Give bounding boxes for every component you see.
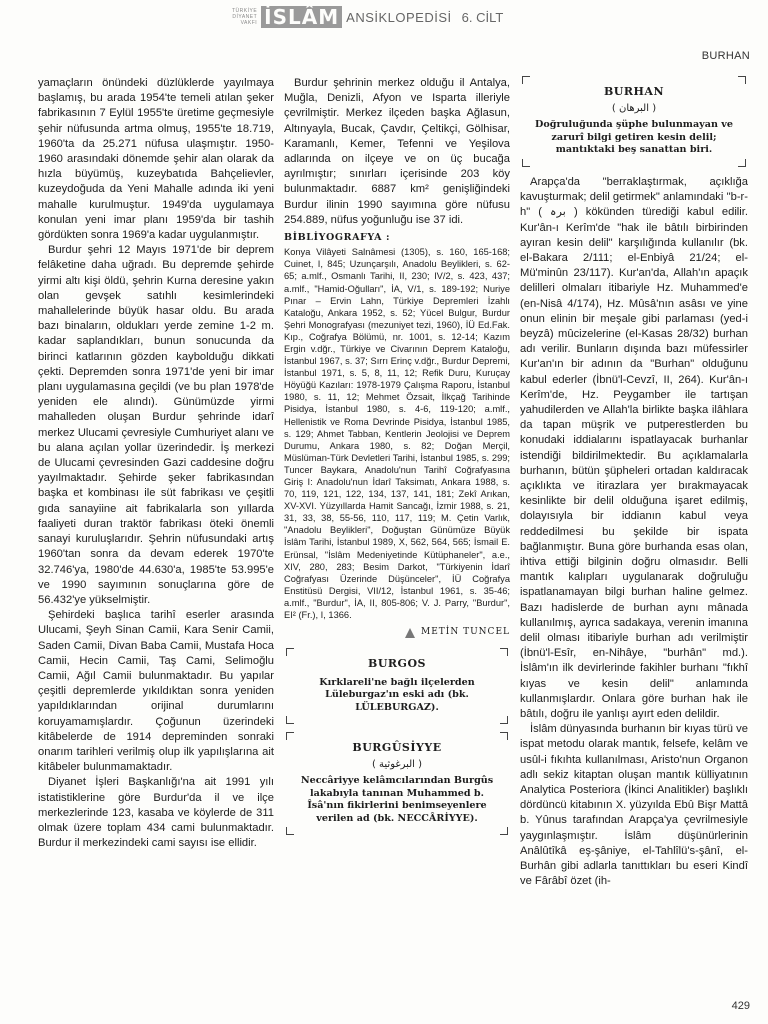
article-author: [284, 625, 510, 640]
publisher-line-3: VAKFI: [240, 20, 258, 26]
encyclopedia-title: ANSİKLOPEDİSİ: [346, 9, 452, 25]
entry-title: BURGOS: [368, 657, 426, 671]
entry-description: Neccâriyye kelâmcılarından Burgûs lakabıyla tanınan Muhammed b. Îsâ'nın fikirlerini benimseyenlere verilen ad (bk. NECCÂRİYYE).: [300, 775, 494, 824]
volume-label: 6. CİLT: [461, 9, 504, 25]
page-header: [232, 6, 503, 28]
entry-description: Doğruluğunda şüphe bulunmayan ve zarurî bilgi getiren kesin delil; mantıktaki beş sanattan biri.: [535, 119, 733, 156]
bibliography-heading: BİBLİYOGRAFYA :: [284, 232, 391, 244]
page-number: 429: [731, 1000, 750, 1012]
entry-box-burgos: [286, 648, 508, 724]
triangle-icon: [405, 628, 415, 638]
entry-arabic-title: ( البرغوثية ): [371, 759, 423, 771]
entry-title: BURHAN: [603, 85, 664, 98]
column-1: [38, 76, 274, 851]
paragraph: Burdur şehri 12 Mayıs 1971'de bir deprem felâketine daha uğradı. Bu depremde şehirde yirmi altı kişi öldü, şehrin Kurna deresine yakın olan gevşek satıhlı kesimlerindeki mahallelerinde büyük hasar oldu. Bu arada bazı binaların, oldukları yerde zemine 1-2 m. kadar saplandıkları, bunun sonucunda da birinci katlarının gözden kaybolduğu dikkati çekti. Depremden sonra 1971'de yeni bir imar planı uygulamasına geçildi (ve bu plan 1978'de yeniden ele alındı). Günümüzde yirmi mahalleden oluşan Burdur şehrinde idarî merkez Ulucami çevresiyle Cumhuriyet alanı ve bu alana açılan yollar üzerindedir. İş merkezi de Ulucami çevresinden Gazi caddesine doğru yayılmaktadır. Şehirde şeker fabrikasından başka et kombinası ile süt fabrikası ve çeşitli gıda sanayiine ait fabrikalarla son yıllarda faaliyeti duran traktör fabrikası öteki önemli sanayi kuruluşlarıdır. Şehrin nüfusundaki artış 1960'tan sonra da devam ederek 1970'te 32.746'ya, 1980'de 44.630'a, 1985'te 53.995'e ve 1990 sayımının sonuçlarına göre de 56.432'ye yükselmiştir.: [38, 244, 274, 606]
publisher-mark: [232, 8, 257, 26]
entry-description: Kırklareli'ne bağlı ilçelerden Lüleburgaz'ın eski adı (bk. LÜLEBURGAZ).: [319, 676, 475, 713]
publisher-line-2: DİYANET: [232, 14, 258, 20]
brand-logo: İSLÂM: [261, 6, 342, 28]
entry-arabic-title: ( البرهان ): [611, 103, 657, 115]
paragraph: Arapça'da "berraklaştırmak, açıklığa kavuşturmak; delil getirmek" anlamındaki "b-r-h" ( برہ ) kökünden türediği kabul edilir. Kur'ân-ı Kerîm'de "hak ile bâtılı birbirinden ayıran kesin delil" karşılığında kullanılır (bk. el-Bakara 2/111; el-Enbiyâ 21/24; el-Mü'minûn 23/117). Kur'an'da, Allah'ın apaçık delilleri olmaları itibariyle Hz. Muhammed'e (en-Nisâ 4/174), Hz. Mûsâ'nın asâsı ve yine onun elinin bir meşale gibi parlaması (yed-i beyzâ) mûcizelerine (el-Kasas 28/32) burhan adı verilir. Bunların dışında bazı müfessirler Kur'an'ın bir adının da "Burhan" olduğunu kabul ederler (İbnü'l-Cevzî, II, 264). Kur'ân-ı Kerîm'de, Hz. Peygamber ile tartışan yahudilerden ve Allah'la birlikte başka ilâhlara da tapan müşrik ve putperestlerden bu konudaki iddialarını ispatlayacak burhanlar istendiği bildirilmektedir. Bu açıklamalarla burhanın, bütün şüpheleri ortadan kaldıracak açıklıkta ve itirazlara yer bırakmayacak kesinlikte bir delil olduğuna işaret edilmiş, dolayısıyla bir iddianın kabul veya reddedilmesi bu şekilde bir ispata bağlanmıştır. Buna göre burhanda esas olan, ihtiva ettiği bilginin doğru olmasıdır. Belli mantık kalıpları uygulanarak doğruluğu ispatlanamayan bilgi burhan haline gelmez. Bazı hadislerde de burhan aynı mânada kullanılmış, ayrıca sadakaya, verenin imanına delil olması itibariyle burhan adı verilmiştir (İbnü'l-Esîr, en-Nihâye, "burhân" md.). İslâm'ın ilk devirlerinde fakihler burhanı "fıkhî kıyas ve kesin delil" anlamında kullanmışlardır. Onlara göre burhan hak ile bâtılı, doğru ile yanlışı ayırt eden delildir.: [520, 175, 748, 721]
entry-box-burhan: [522, 76, 746, 167]
publisher-line-1: TÜRKİYE: [232, 8, 258, 14]
entry-title: BURGÛSİYYE: [352, 741, 442, 755]
paragraph: İslâm dünyasında burhanın bir kıyas türü ve ispat metodu olarak mantık, felsefe, kelâm ve usûl-i fıkıhta kullanılması, Aristo'nun Organon adlı sekiz kitaptan oluşan mantık külliyatının Analytica Posteriora (İkinci Analitikler) başlıklı dördüncü kitabının X. yüzyılda Ebû Bişr Mattâ b. Yûnus tarafından Arapça'ya çevrilmesiyle yaygınlaşmıştır. İslâm düşünürlerinin Anâlûtîkâ eş-şâniye, el-Tahlîlü's-şânî, el-Burhân gibi adlarla tanıttıkları bu eseri Kindî ve Fârâbî özet (ih-: [520, 723, 748, 888]
column-3: [520, 76, 748, 889]
running-head: BURHAN: [701, 50, 750, 62]
paragraph: Şehirdeki başlıca tarihî eserler arasında Ulucami, Şeyh Sinan Camii, Kara Senir Camii, Saden Camii, Divan Baba Camii, Mustafa Hoca Camii, Hecin Camii, Taş Cami, Selimoğlu Camii, Ağıl Camii bulunmaktadır. Bu yapılar çeşitli depremlerde yıkıldıktan sonra yeniden yapıldıklarından orijinal durumlarını koruyamamışlardır. Çoğunun üzerindeki kitâbelerde de 1914 depreminden sonraki onarım tarihleri verilmiş olup ilk yapılışlarına ait kitâbeler bulunmamaktadır.: [38, 609, 274, 774]
bibliography-text: Konya Vilâyeti Salnâmesi (1305), s. 160, 165-168; Cuinet, I, 845; Uzunçarşılı, Anadolu Beylikleri, s. 62-65; a.mlf., Osmanlı Tarihi, II, 230; IV/2, s. 423, 437; a.mlf., "Hamid-Oğulları", İA, V/1, s. 189-192; Nuriye Pınar – Ervin Lahn, Türkiye Depremleri İzahlı Kataloğu, Ankara 1952, s. 52; Yücel Bulgur, Burdur Şehri Monografyası (mezuniyet tezi, 1960), İÜ Ed.Fak. Kıp., Coğrafya Bölümü, nr. 1001, s. 12-14; Kazım Ergin v.dğr., Türkiye ve Civarının Deprem Kataloğu, İstanbul 1967, s. 37; Sırrı Erinç v.dğr., Burdur Depremi, İstanbul 1971, s. 5, 8, 11, 12; Refik Duru, Kuruçay Höyüğü Kazıları: 1978-1979 Çalışma Raporu, İstanbul 1980, s. 11, 12; Mehmet Özsait, İlkçağ Tarihinde Pisidya, İstanbul 1980, s. 4-6, 119-120; a.mlf., Hellenistik ve Roma Devrinde Pisidya, İstanbul 1985, s. 129; Ahmet Tabban, Kentlerin Jeolojisi ve Deprem Durumu, Ankara 1980, s. 82; Doğan Merçil, Müslüman-Türk Devletleri Tarihi, İstanbul 1985, s. 299; Tuncer Baykara, Anadolu'nun Tarihî Coğrafyasına Giriş I: Anadolu'nun İdarî Taksimatı, Ankara 1988, s. 70, 119, 121, 122, 134, 137, 141, 181; Zekî Arıkan, XV-XVI. Yüzyıllarda Hamit Sancağı, İzmir 1988, s. 21, 31, 33, 38, 55-56, 110, 117, 119; M. Çetin Varlık, "Anadolu Beylikleri", Doğuştan Günümüze Büyük İslâm Tarihi, İstanbul 1989, X, 562, 564, 565; İsmail E. Erünsal, "İslâm Medeniyetinde Kütüphaneler", a.e., XIV, 280, 283; Besim Darkot, "Türkiyenin İdarî Coğrafyası Üzerinde Düşünceler", İÜ Coğrafya Enstitüsü Dergisi, VII/12, İstanbul 1961, s. 35-46; a.mlf., "Burdur", İA, II, 805-806; V. J. Parry, "Burdur", EI² (Fr.), I, 1366.: [284, 247, 510, 621]
author-name: METİN TUNCEL: [421, 627, 510, 638]
column-2: [284, 76, 510, 835]
entry-box-burgusiyye: [286, 732, 508, 835]
paragraph: yamaçların önündeki düzlüklerde yayılmaya başlamış, bu arada 1954'te temeli atılan şeker fabrikasının 7 Eylül 1955'te üretime geçmesiyle şehir nüfusunda artma olmuş, 1955'te 18.719, 1960'ta da 25.271 nüfusa ulaşmıştır. 1950-1960 arasındaki dönemde şehir alan olarak da hızla büyümüş, kuzeybatıda Bahçelievler, kuzeydoğuda da Yeni Mahalle adında iki yeni mahalle kurulmuştur. 1949'da uygulamaya konulan yeni imar planı 1959'da bir tashih gördükten sonra 1969'a kadar uygulanmıştır.: [38, 77, 274, 242]
paragraph: Burdur şehrinin merkez olduğu il Antalya, Muğla, Denizli, Afyon ve Isparta illeriyle çevrilmiştir. Merkez ilçeden başka Ağlasun, Altınyayla, Bucak, Çavdır, Çeltikçi, Gölhisar, Karamanlı, Kemer, Tefenni ve Yeşilova adlarında on ilçeye ve on üç bucağa ayrılmıştır; sınırları içerisinde 203 köy bulunmaktadır. 6887 km² genişliğindeki Burdur ilinin 1990 sayımına göre nüfusu 254.889, nüfus yoğunluğu ise 37 idi.: [284, 77, 510, 226]
paragraph: Diyanet İşleri Başkanlığı'na ait 1991 yılı istatistiklerine göre Burdur'da il ve ilçe merkezlerinde 123, kasaba ve köylerde de 311 olmak üzere toplam 434 cami bulunmaktadır. Burdur il merkezindeki cami sayısı ise ellidir.: [38, 776, 274, 850]
